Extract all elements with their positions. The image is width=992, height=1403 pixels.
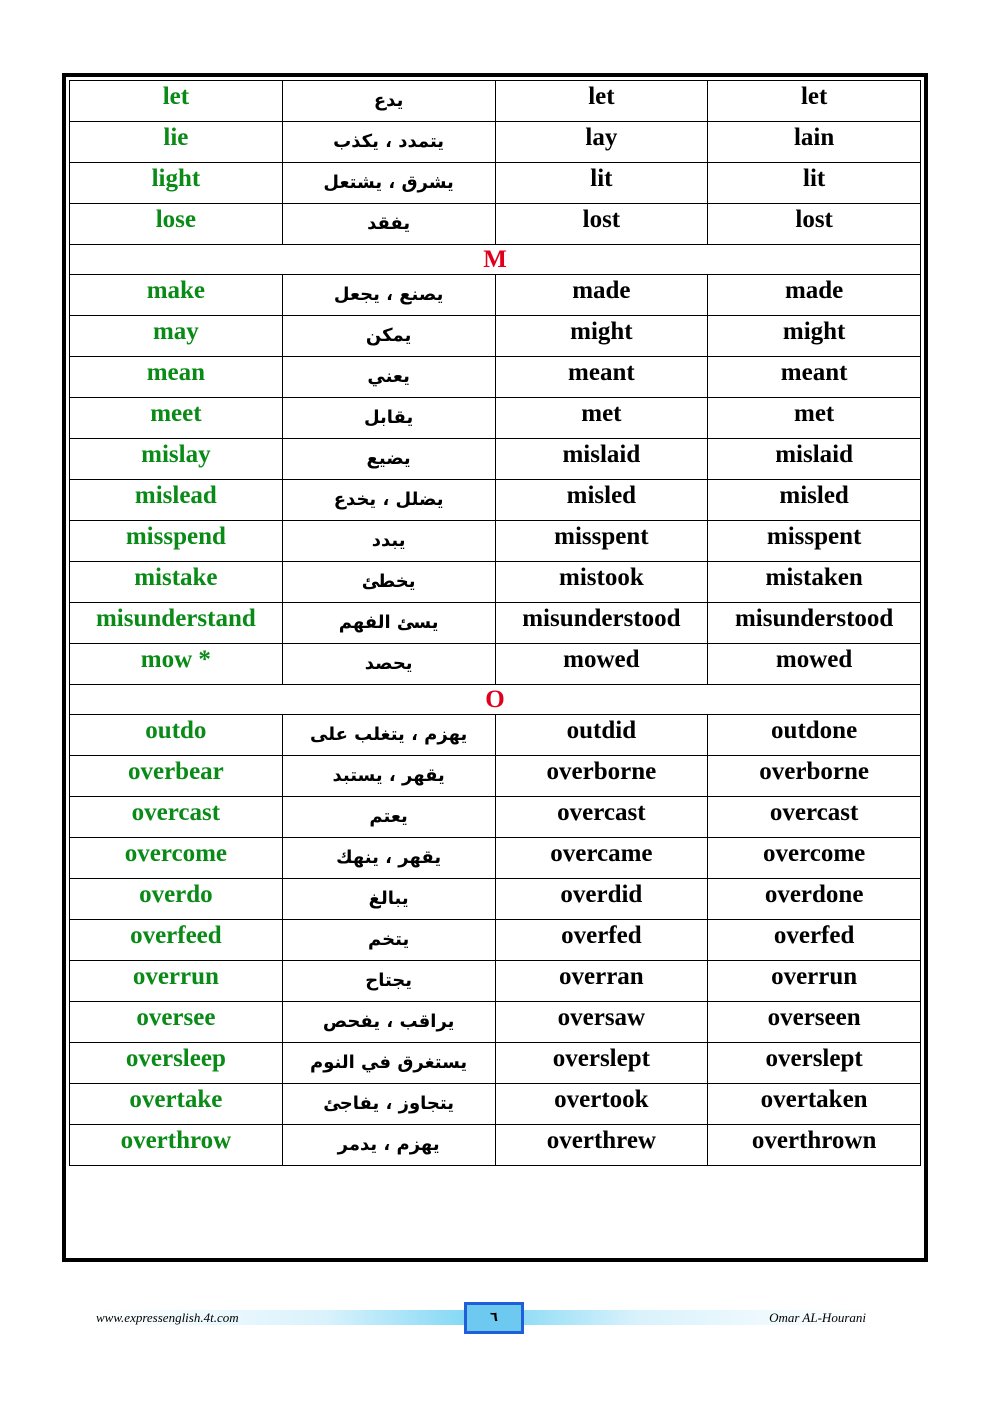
- past-participle-cell: made: [708, 275, 921, 316]
- past-simple-cell: oversaw: [495, 1002, 708, 1043]
- section-letter: M: [70, 245, 921, 275]
- past-simple-cell: meant: [495, 357, 708, 398]
- arabic-meaning-cell: يهزم ، يتغلب على: [282, 715, 495, 756]
- footer-author: Omar AL-Hourani: [769, 1310, 866, 1325]
- past-simple-cell: overslept: [495, 1043, 708, 1084]
- past-simple-cell: lost: [495, 204, 708, 245]
- arabic-meaning-cell: يضيع: [282, 439, 495, 480]
- past-simple-cell: misunderstood: [495, 603, 708, 644]
- past-participle-cell: overdone: [708, 879, 921, 920]
- past-simple-cell: let: [495, 81, 708, 122]
- verb-row: [70, 603, 921, 644]
- section-letter: O: [70, 685, 921, 715]
- base-form-cell: outdo: [70, 715, 283, 756]
- arabic-meaning-cell: يتمدد ، يكذب: [282, 122, 495, 163]
- past-participle-cell: mowed: [708, 644, 921, 685]
- arabic-meaning-cell: يجتاح: [282, 961, 495, 1002]
- arabic-meaning-cell: يفقد: [282, 204, 495, 245]
- verb-row: [70, 163, 921, 204]
- base-form-cell: may: [70, 316, 283, 357]
- arabic-meaning-cell: يعتم: [282, 797, 495, 838]
- past-simple-cell: misspent: [495, 521, 708, 562]
- arabic-meaning-cell: يقهر ، ينهك: [282, 838, 495, 879]
- past-simple-cell: misled: [495, 480, 708, 521]
- verb-row: [70, 562, 921, 603]
- verb-row: [70, 439, 921, 480]
- base-form-cell: make: [70, 275, 283, 316]
- past-simple-cell: overcast: [495, 797, 708, 838]
- past-simple-cell: mowed: [495, 644, 708, 685]
- verb-row: [70, 920, 921, 961]
- arabic-meaning-cell: يراقب ، يفحص: [282, 1002, 495, 1043]
- base-form-cell: mow *: [70, 644, 283, 685]
- verb-row: [70, 961, 921, 1002]
- section-row: [70, 685, 921, 715]
- past-participle-cell: might: [708, 316, 921, 357]
- verb-row: [70, 398, 921, 439]
- page-number: ٦: [490, 1310, 498, 1325]
- base-form-cell: mistake: [70, 562, 283, 603]
- arabic-meaning-cell: يستغرق في النوم: [282, 1043, 495, 1084]
- verb-row: [70, 204, 921, 245]
- verb-row: [70, 357, 921, 398]
- past-participle-cell: overthrown: [708, 1125, 921, 1166]
- verb-row: [70, 879, 921, 920]
- past-participle-cell: overcome: [708, 838, 921, 879]
- base-form-cell: oversleep: [70, 1043, 283, 1084]
- base-form-cell: light: [70, 163, 283, 204]
- past-participle-cell: overslept: [708, 1043, 921, 1084]
- verb-row: [70, 715, 921, 756]
- verb-row: [70, 521, 921, 562]
- past-participle-cell: lain: [708, 122, 921, 163]
- base-form-cell: overbear: [70, 756, 283, 797]
- arabic-meaning-cell: يبالغ: [282, 879, 495, 920]
- past-simple-cell: overran: [495, 961, 708, 1002]
- past-participle-cell: overrun: [708, 961, 921, 1002]
- base-form-cell: overcast: [70, 797, 283, 838]
- past-simple-cell: overdid: [495, 879, 708, 920]
- past-simple-cell: mistook: [495, 562, 708, 603]
- past-simple-cell: lay: [495, 122, 708, 163]
- arabic-meaning-cell: يضلل ، يخدع: [282, 480, 495, 521]
- past-participle-cell: met: [708, 398, 921, 439]
- past-participle-cell: mislaid: [708, 439, 921, 480]
- past-simple-cell: overborne: [495, 756, 708, 797]
- past-participle-cell: mistaken: [708, 562, 921, 603]
- arabic-meaning-cell: يمكن: [282, 316, 495, 357]
- arabic-meaning-cell: يتخم: [282, 920, 495, 961]
- arabic-meaning-cell: يقهر ، يستبد: [282, 756, 495, 797]
- arabic-meaning-cell: يبدد: [282, 521, 495, 562]
- past-simple-cell: overtook: [495, 1084, 708, 1125]
- base-form-cell: overtake: [70, 1084, 283, 1125]
- irregular-verbs-table: [69, 80, 921, 1166]
- past-simple-cell: might: [495, 316, 708, 357]
- base-form-cell: mislead: [70, 480, 283, 521]
- page-number-box: [464, 1302, 524, 1334]
- base-form-cell: overdo: [70, 879, 283, 920]
- past-participle-cell: overborne: [708, 756, 921, 797]
- base-form-cell: misspend: [70, 521, 283, 562]
- past-participle-cell: let: [708, 81, 921, 122]
- table-frame: [62, 73, 928, 1262]
- past-participle-cell: overcast: [708, 797, 921, 838]
- past-participle-cell: overfed: [708, 920, 921, 961]
- arabic-meaning-cell: يدع: [282, 81, 495, 122]
- verb-row: [70, 122, 921, 163]
- verb-row: [70, 480, 921, 521]
- footer-website: www.expressenglish.4t.com: [96, 1310, 239, 1325]
- base-form-cell: overfeed: [70, 920, 283, 961]
- arabic-meaning-cell: يعني: [282, 357, 495, 398]
- arabic-meaning-cell: يهزم ، يدمر: [282, 1125, 495, 1166]
- base-form-cell: mislay: [70, 439, 283, 480]
- past-participle-cell: misunderstood: [708, 603, 921, 644]
- base-form-cell: lie: [70, 122, 283, 163]
- verb-row: [70, 1002, 921, 1043]
- arabic-meaning-cell: يشرق ، يشتعل: [282, 163, 495, 204]
- past-simple-cell: met: [495, 398, 708, 439]
- past-participle-cell: lit: [708, 163, 921, 204]
- past-participle-cell: overseen: [708, 1002, 921, 1043]
- arabic-meaning-cell: يخطئ: [282, 562, 495, 603]
- past-simple-cell: mislaid: [495, 439, 708, 480]
- past-simple-cell: made: [495, 275, 708, 316]
- verb-row: [70, 756, 921, 797]
- past-simple-cell: outdid: [495, 715, 708, 756]
- past-simple-cell: overthrew: [495, 1125, 708, 1166]
- verb-row: [70, 838, 921, 879]
- page-footer: [94, 1300, 870, 1336]
- past-simple-cell: lit: [495, 163, 708, 204]
- arabic-meaning-cell: يصنع ، يجعل: [282, 275, 495, 316]
- arabic-meaning-cell: يقابل: [282, 398, 495, 439]
- past-participle-cell: meant: [708, 357, 921, 398]
- verb-row: [70, 1125, 921, 1166]
- past-participle-cell: lost: [708, 204, 921, 245]
- verb-table-body: [70, 81, 921, 1166]
- base-form-cell: overrun: [70, 961, 283, 1002]
- arabic-meaning-cell: يسئ الفهم: [282, 603, 495, 644]
- arabic-meaning-cell: يتجاوز ، يفاجئ: [282, 1084, 495, 1125]
- verb-row: [70, 1043, 921, 1084]
- verb-row: [70, 644, 921, 685]
- base-form-cell: overthrow: [70, 1125, 283, 1166]
- past-participle-cell: outdone: [708, 715, 921, 756]
- verb-row: [70, 81, 921, 122]
- base-form-cell: overcome: [70, 838, 283, 879]
- base-form-cell: mean: [70, 357, 283, 398]
- base-form-cell: oversee: [70, 1002, 283, 1043]
- verb-row: [70, 275, 921, 316]
- arabic-meaning-cell: يحصد: [282, 644, 495, 685]
- past-participle-cell: overtaken: [708, 1084, 921, 1125]
- base-form-cell: lose: [70, 204, 283, 245]
- section-row: [70, 245, 921, 275]
- past-participle-cell: misled: [708, 480, 921, 521]
- base-form-cell: misunderstand: [70, 603, 283, 644]
- past-participle-cell: misspent: [708, 521, 921, 562]
- verb-row: [70, 797, 921, 838]
- base-form-cell: let: [70, 81, 283, 122]
- past-simple-cell: overfed: [495, 920, 708, 961]
- past-simple-cell: overcame: [495, 838, 708, 879]
- verb-row: [70, 316, 921, 357]
- base-form-cell: meet: [70, 398, 283, 439]
- verb-row: [70, 1084, 921, 1125]
